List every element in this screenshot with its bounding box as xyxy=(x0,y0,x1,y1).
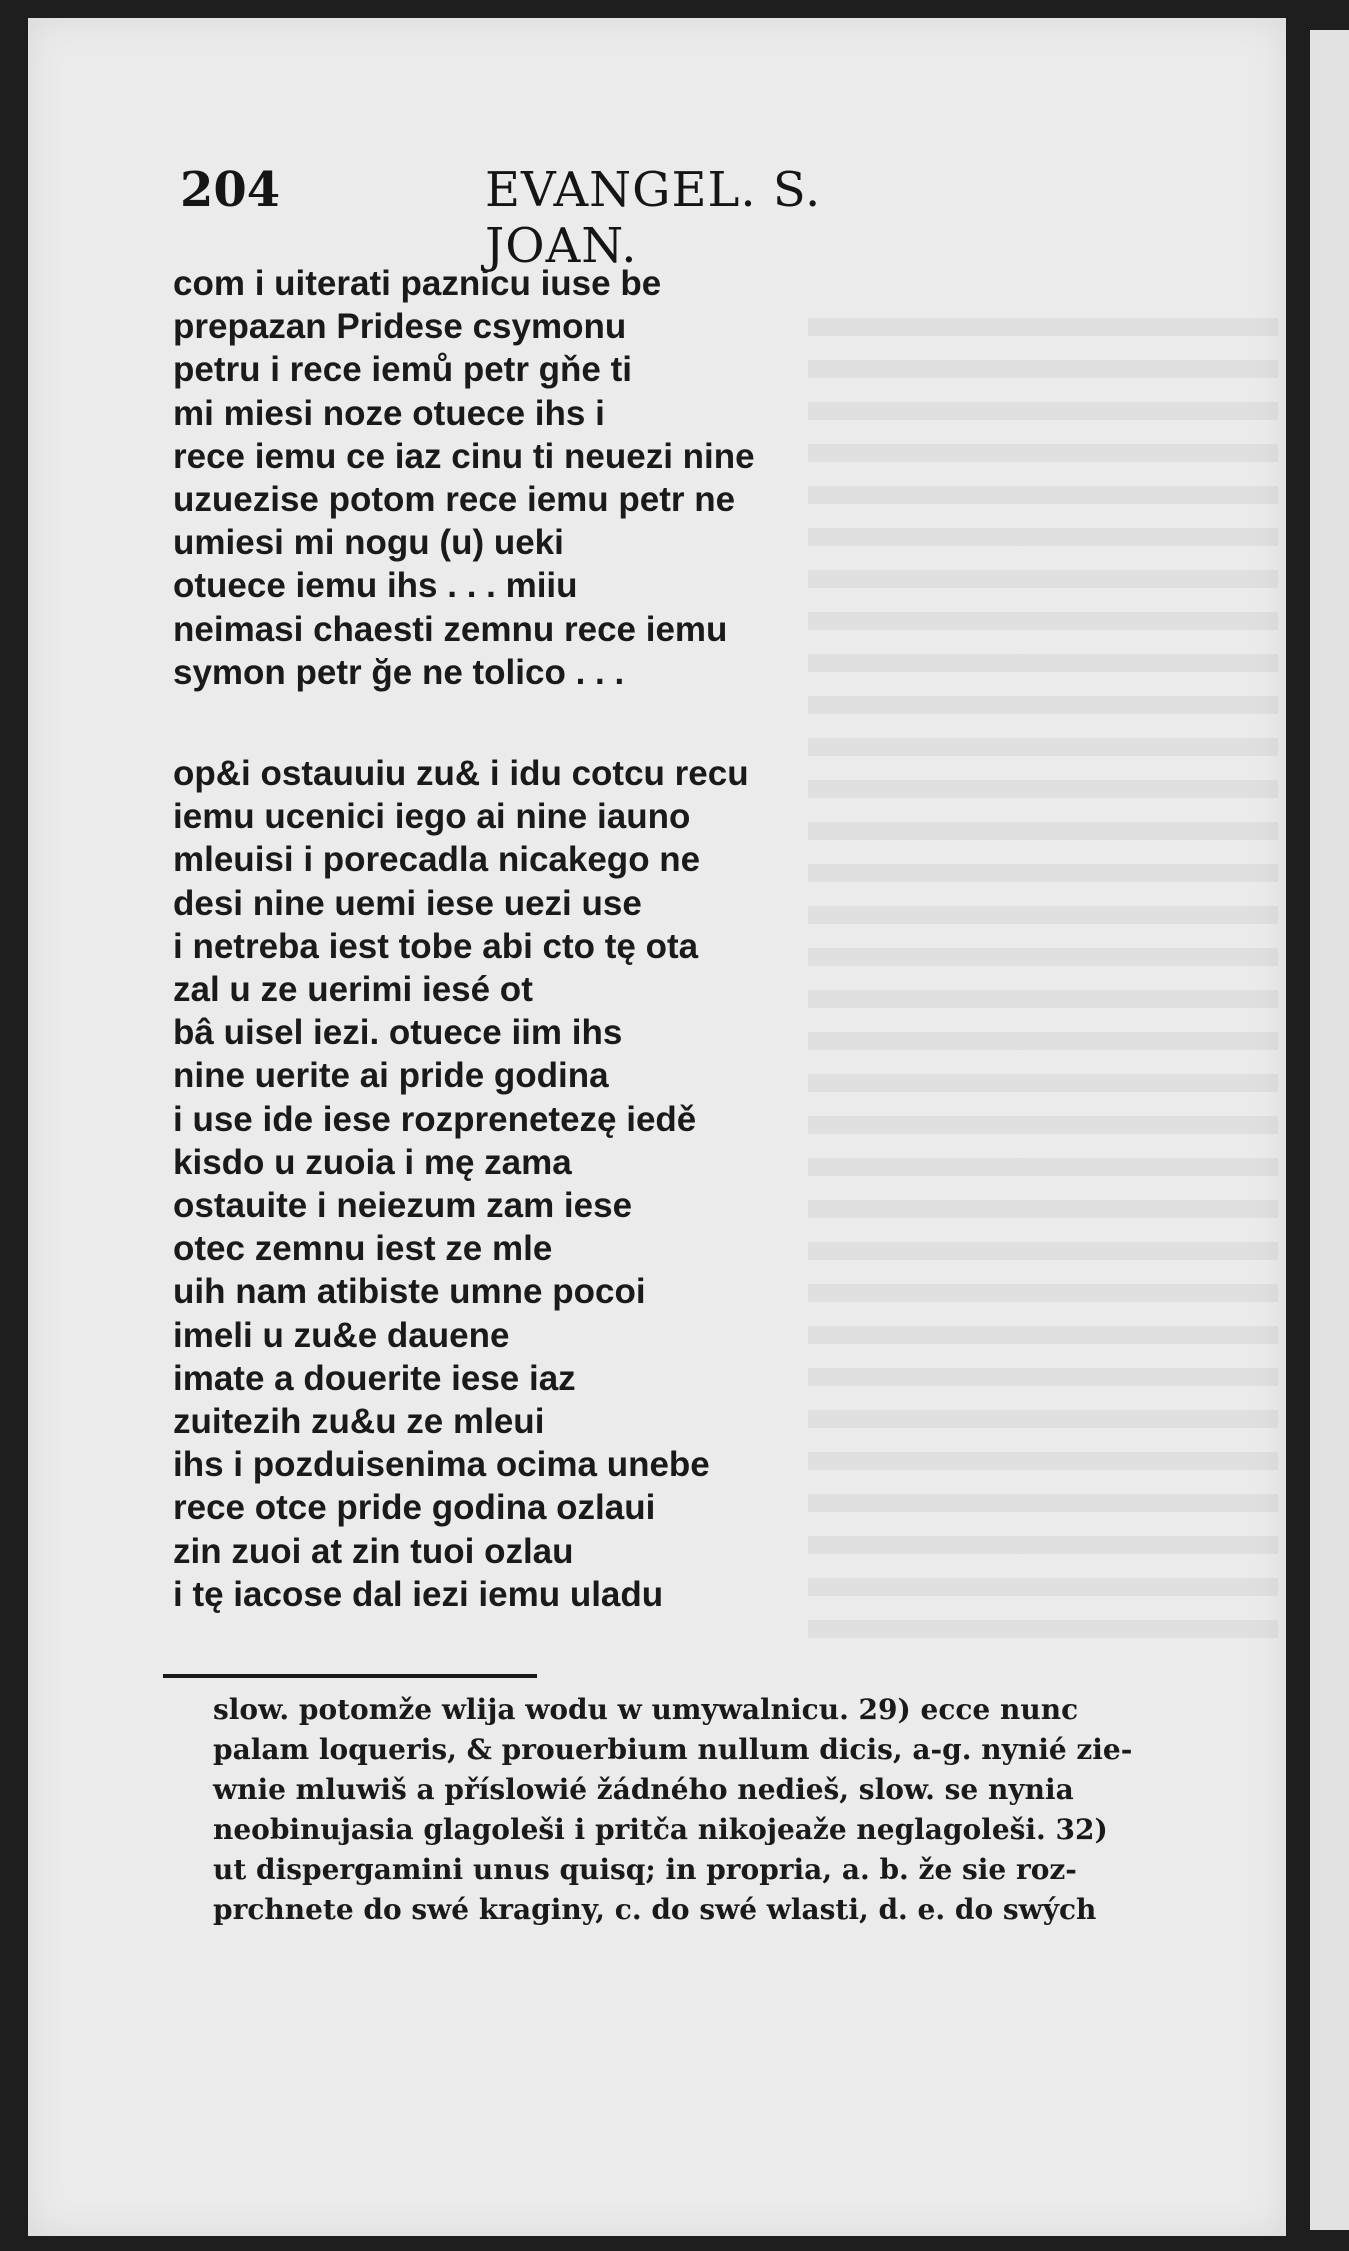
footnote-line: wnie mluwiš a příslowié žádného nedieš, slow. se nynia xyxy=(213,1773,1074,1806)
footnote-line: ut dispergamini unus quisq; in propria, a. b. že sie roz- xyxy=(213,1853,1077,1886)
text-block-2 xyxy=(173,752,893,1616)
text-line: mleuisi i porecadla nicakego ne xyxy=(173,840,701,880)
text-line: otuece iemu ihs . . . miiu xyxy=(173,566,578,606)
text-line: imate a douerite iese iaz xyxy=(173,1358,576,1398)
text-line: neimasi chaesti zemnu rece iemu xyxy=(173,609,728,649)
text-line: kisdo u zuoia i mę zama xyxy=(173,1142,572,1182)
text-line: otec zemnu iest ze mle xyxy=(173,1229,553,1269)
text-line: iemu ucenici iego ai nine iauno xyxy=(173,797,691,837)
footnote-separator-rule xyxy=(163,1674,537,1678)
text-line: rece iemu ce iaz cinu ti neuezi nine xyxy=(173,436,755,476)
text-line: rece otce pride godina ozlaui xyxy=(173,1488,656,1528)
text-line: ihs i pozduisenima ocima unebe xyxy=(173,1445,710,1485)
footnotes xyxy=(213,1690,1203,1930)
text-line: prepazan Pridese csymonu xyxy=(173,307,627,347)
text-line: bâ uisel iezi. otuece iim ihs xyxy=(173,1013,623,1053)
text-line: uzuezise potom rece iemu petr ne xyxy=(173,480,736,520)
text-line: zuitezih zu&u ze mleui xyxy=(173,1402,545,1442)
text-line: umiesi mi nogu (u) ueki xyxy=(173,523,564,563)
footnote-line: slow. potomže wlija wodu w umywalnicu. 29) ecce nunc xyxy=(213,1693,1079,1726)
text-line: zin zuoi at zin tuoi ozlau xyxy=(173,1531,574,1571)
text-line: ostauite i neiezum zam iese xyxy=(173,1186,633,1226)
text-line: mi miesi noze otuece ihs i xyxy=(173,393,605,433)
page-number: 204 xyxy=(180,162,281,218)
text-line: com i uiterati paznicu iuse be xyxy=(173,264,662,303)
text-block-1 xyxy=(173,262,893,694)
text-line: op&i ostauuiu zu& i idu cotcu recu xyxy=(173,754,749,793)
text-line: i tę iacose dal iezi iemu uladu xyxy=(173,1574,664,1614)
footnote-line: neobinujasia glagoleši i pritča nikojeaže neglagoleši. 32) xyxy=(213,1813,1108,1846)
footnote-line: palam loqueris, & prouerbium nullum dicis, a-g. nynié zie- xyxy=(213,1733,1133,1766)
text-line: desi nine uemi iese uezi use xyxy=(173,883,642,923)
text-line: zal u ze uerimi iesé ot xyxy=(173,970,533,1010)
text-line: i netreba iest tobe abi cto tę ota xyxy=(173,926,699,966)
text-line: symon petr ğe ne tolico . . . xyxy=(173,652,625,692)
running-head xyxy=(180,150,900,274)
running-head-title: EVANGEL. S. JOAN. xyxy=(485,162,822,274)
text-line: uih nam atibiste umne pocoi xyxy=(173,1272,646,1312)
text-line: i use ide iese rozprenetezę iedě xyxy=(173,1099,697,1139)
text-line: imeli u zu&e dauene xyxy=(173,1315,510,1355)
text-line: nine uerite ai pride godina xyxy=(173,1056,609,1096)
adjacent-page-edge xyxy=(1310,30,1349,2230)
text-line: petru i rece iemů petr gňe ti xyxy=(173,350,632,390)
footnote-line: prchnete do swé kraginy, c. do swé wlasti, d. e. do swých xyxy=(213,1893,1097,1926)
